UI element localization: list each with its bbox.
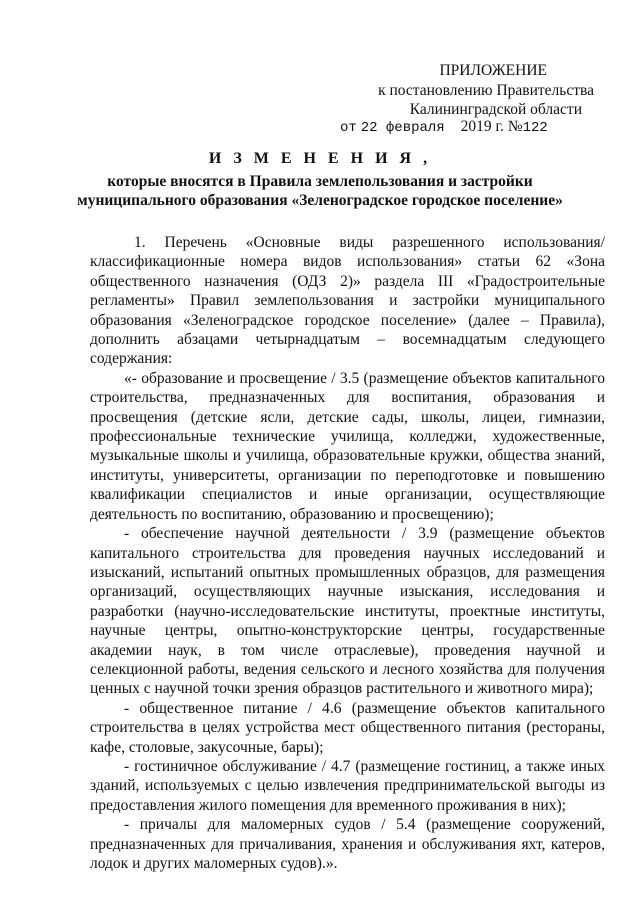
- appendix-title: ПРИЛОЖЕНИЕ: [439, 62, 547, 79]
- paragraph-catering: - общественное питание / 4.6 (размещение объектов капитального строительства в целях устройства мест общественного питания (рестораны, кафе, столовые, закусочные, бары);: [90, 699, 605, 756]
- date-prefix: от: [340, 120, 357, 136]
- date-year: 2019 г.: [460, 118, 504, 135]
- document-body: [90, 233, 605, 873]
- paragraph-hotel: - гостиничное обслуживание / 4.7 (размещение гостиниц, а также иных зданий, используемых с целью извлечения предпринимательской выгоды из предоставления жилого помещения для временного проживания в них);: [90, 757, 605, 814]
- paragraph-intro: 1. Перечень «Основные виды разрешенного использования/классификационные номера видов использования» статьи 62 «Зона общественного назначения (ОДЗ 2)» раздела III «Градостроительные регламенты» Правил землепользования и застройки муниципального образования «Зеленоградское городское поселение» (далее – Правила), дополнить абзацами четырнадцатым – восемнадцатым следующего содержания:: [90, 234, 605, 368]
- paragraph-science: - обеспечение научной деятельности / 3.9 (размещение объектов капитального строительства для проведения научных исследований и изысканий, испытаний опытных промышленных образцов, для размещения организаций, осуществляющих научные изыскания, исследования и разработки (научно-исследовательские институты, проектные институты, научные центры, опытно-конструкторские центры, государственные академии наук, в том числе отраслевые), проведения научной и селекционной работы, ведения сельского и лесного хозяйства для получения ценных с научной точки зрения образцов растительного и животного мира);: [90, 525, 605, 698]
- paragraph-education: «- образование и просвещение / 3.5 (размещение объектов капитального строительства, предназначенных для воспитания, образования и просвещения (детские ясли, детские сады, школы, лицеи, гимназии, профессиональные технические училища, колледжи, художественные, музыкальные школы и училища, образовательные кружки, общества знаний, институты, университеты, организации по переподготовке и повышению квалификации специалистов и иные организации, осуществляющие деятельность по воспитанию, образованию и просвещению);: [90, 369, 605, 523]
- heading-line-2: муниципального образования «Зеленоградское городское поселение»: [77, 192, 563, 209]
- date-day-month: 22 февраля: [360, 120, 445, 136]
- heading-line-1: которые вносятся в Правила землепользования и застройки: [107, 173, 533, 190]
- appendix-region-line: Калининградской области: [409, 101, 582, 118]
- number-sign: №: [507, 118, 523, 135]
- paragraph-berths: - причалы для маломерных судов / 5.4 (размещение сооружений, предназначенных для причаливания, хранения и обслуживания яхт, катеров, лодок и других маломерных судов).».: [90, 816, 605, 872]
- appendix-date-line: [340, 118, 548, 136]
- heading-title: И З М Е Н Е Н И Я ,: [208, 150, 432, 167]
- document-number: 122: [522, 120, 548, 136]
- document-heading: [0, 150, 640, 210]
- appendix-resolution-line: к постановлению Правительства: [378, 82, 594, 99]
